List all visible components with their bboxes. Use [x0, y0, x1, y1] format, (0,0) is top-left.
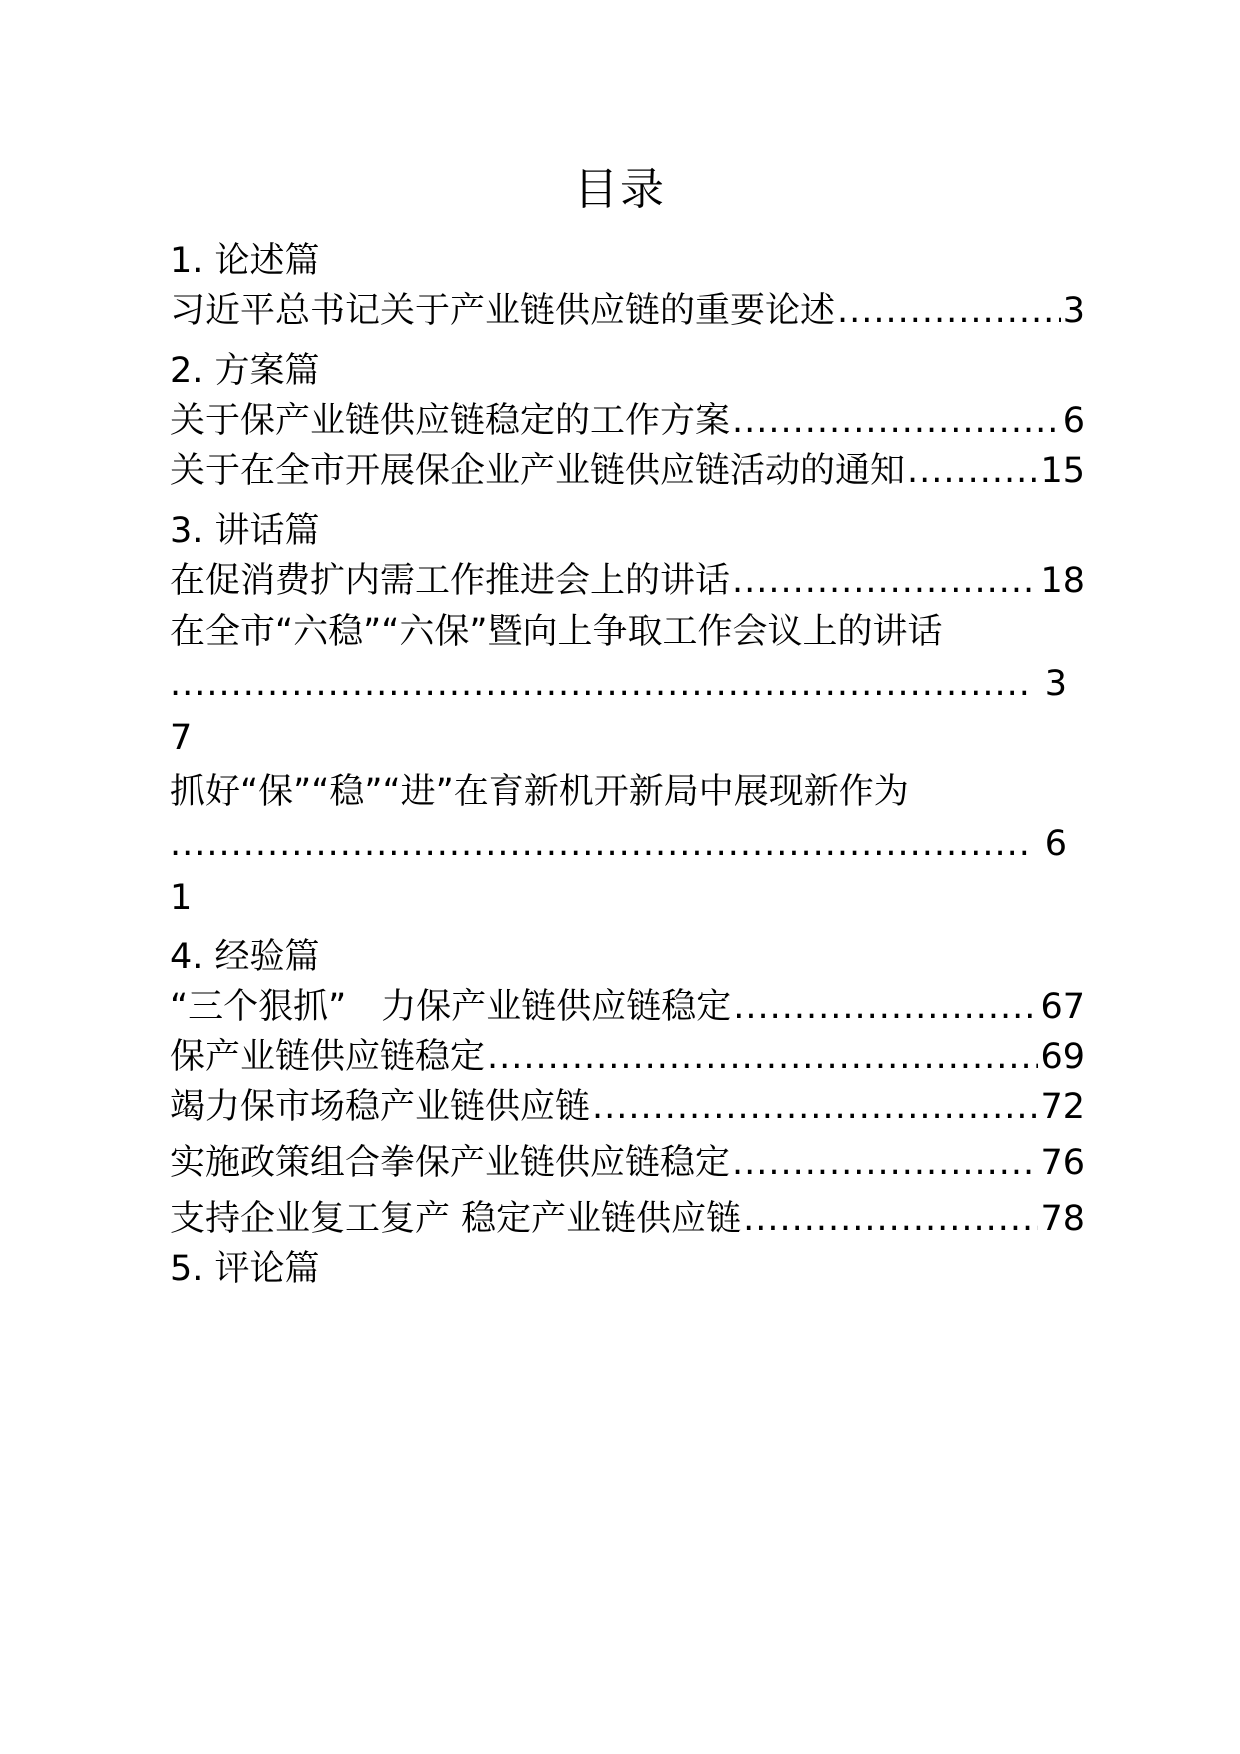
toc-entry[interactable] [170, 556, 1085, 606]
dot-leader [732, 396, 1061, 446]
dot-leader [837, 286, 1061, 336]
dot-leader [907, 446, 1038, 496]
toc-entry[interactable] [170, 1138, 1085, 1188]
toc-entry-wrapped[interactable] [170, 606, 1085, 766]
section-heading: 5. 评论篇 [170, 1249, 320, 1289]
section-heading: 2. 方案篇 [170, 351, 320, 391]
dot-leader [733, 982, 1038, 1032]
toc-entry[interactable] [170, 1194, 1085, 1244]
toc-entry-page: 3 [1044, 664, 1067, 704]
dot-leader [170, 818, 1031, 870]
toc-entry[interactable] [170, 286, 1085, 336]
toc-entry[interactable] [170, 396, 1085, 446]
toc-entry[interactable] [170, 1082, 1085, 1132]
toc-entry[interactable] [170, 446, 1085, 496]
toc-entry-page-overflow: 7 [170, 718, 193, 758]
toc-entry-title: “三个狠抓” 力保产业链供应链稳定 [170, 987, 732, 1027]
section-heading: 3. 讲话篇 [170, 511, 320, 551]
dot-leader [732, 556, 1038, 606]
toc-entry-title: 在促消费扩内需工作推进会上的讲话 [170, 561, 731, 601]
dot-leader [487, 1032, 1038, 1082]
toc-entry-title: 保产业链供应链稳定 [170, 1037, 486, 1077]
toc-entry-page: 15 [1040, 451, 1085, 491]
table-of-contents [170, 236, 1085, 1294]
toc-entry-page: 69 [1040, 1037, 1085, 1077]
toc-entry-title: 关于保产业链供应链稳定的工作方案 [170, 401, 731, 441]
toc-entry-wrapped[interactable] [170, 766, 1085, 926]
toc-entry-page: 76 [1040, 1143, 1085, 1183]
toc-entry-title: 实施政策组合拳保产业链供应链稳定 [170, 1143, 731, 1183]
toc-entry-title: 支持企业复工复产 稳定产业链供应链 [170, 1199, 742, 1239]
toc-entry-page-overflow: 1 [170, 878, 193, 918]
toc-entry-page: 6 [1044, 824, 1067, 864]
toc-entry[interactable] [170, 1032, 1085, 1082]
toc-entry-title: 习近平总书记关于产业链供应链的重要论述 [170, 291, 836, 331]
toc-entry-page: 67 [1040, 987, 1085, 1027]
dot-leader [170, 658, 1031, 710]
dot-leader [743, 1194, 1038, 1244]
toc-entry-title: 抓好“保”“稳”“进”在育新机开新局中展现新作为 [170, 772, 909, 812]
toc-entry-page: 72 [1040, 1087, 1085, 1127]
toc-entry-page: 78 [1040, 1199, 1085, 1239]
section-heading: 4. 经验篇 [170, 937, 320, 977]
dot-leader [732, 1138, 1038, 1188]
toc-entry-title: 竭力保市场稳产业链供应链 [170, 1087, 591, 1127]
toc-entry-page: 3 [1062, 291, 1085, 331]
toc-entry-title: 在全市“六稳”“六保”暨向上争取工作会议上的讲话 [170, 612, 943, 652]
toc-entry-page: 6 [1062, 401, 1085, 441]
section-heading: 1. 论述篇 [170, 241, 320, 281]
dot-leader [592, 1082, 1038, 1132]
toc-entry-page: 18 [1040, 561, 1085, 601]
toc-entry[interactable] [170, 982, 1085, 1032]
page-title: 目录 [574, 164, 666, 215]
toc-entry-title: 关于在全市开展保企业产业链供应链活动的通知 [170, 451, 906, 491]
